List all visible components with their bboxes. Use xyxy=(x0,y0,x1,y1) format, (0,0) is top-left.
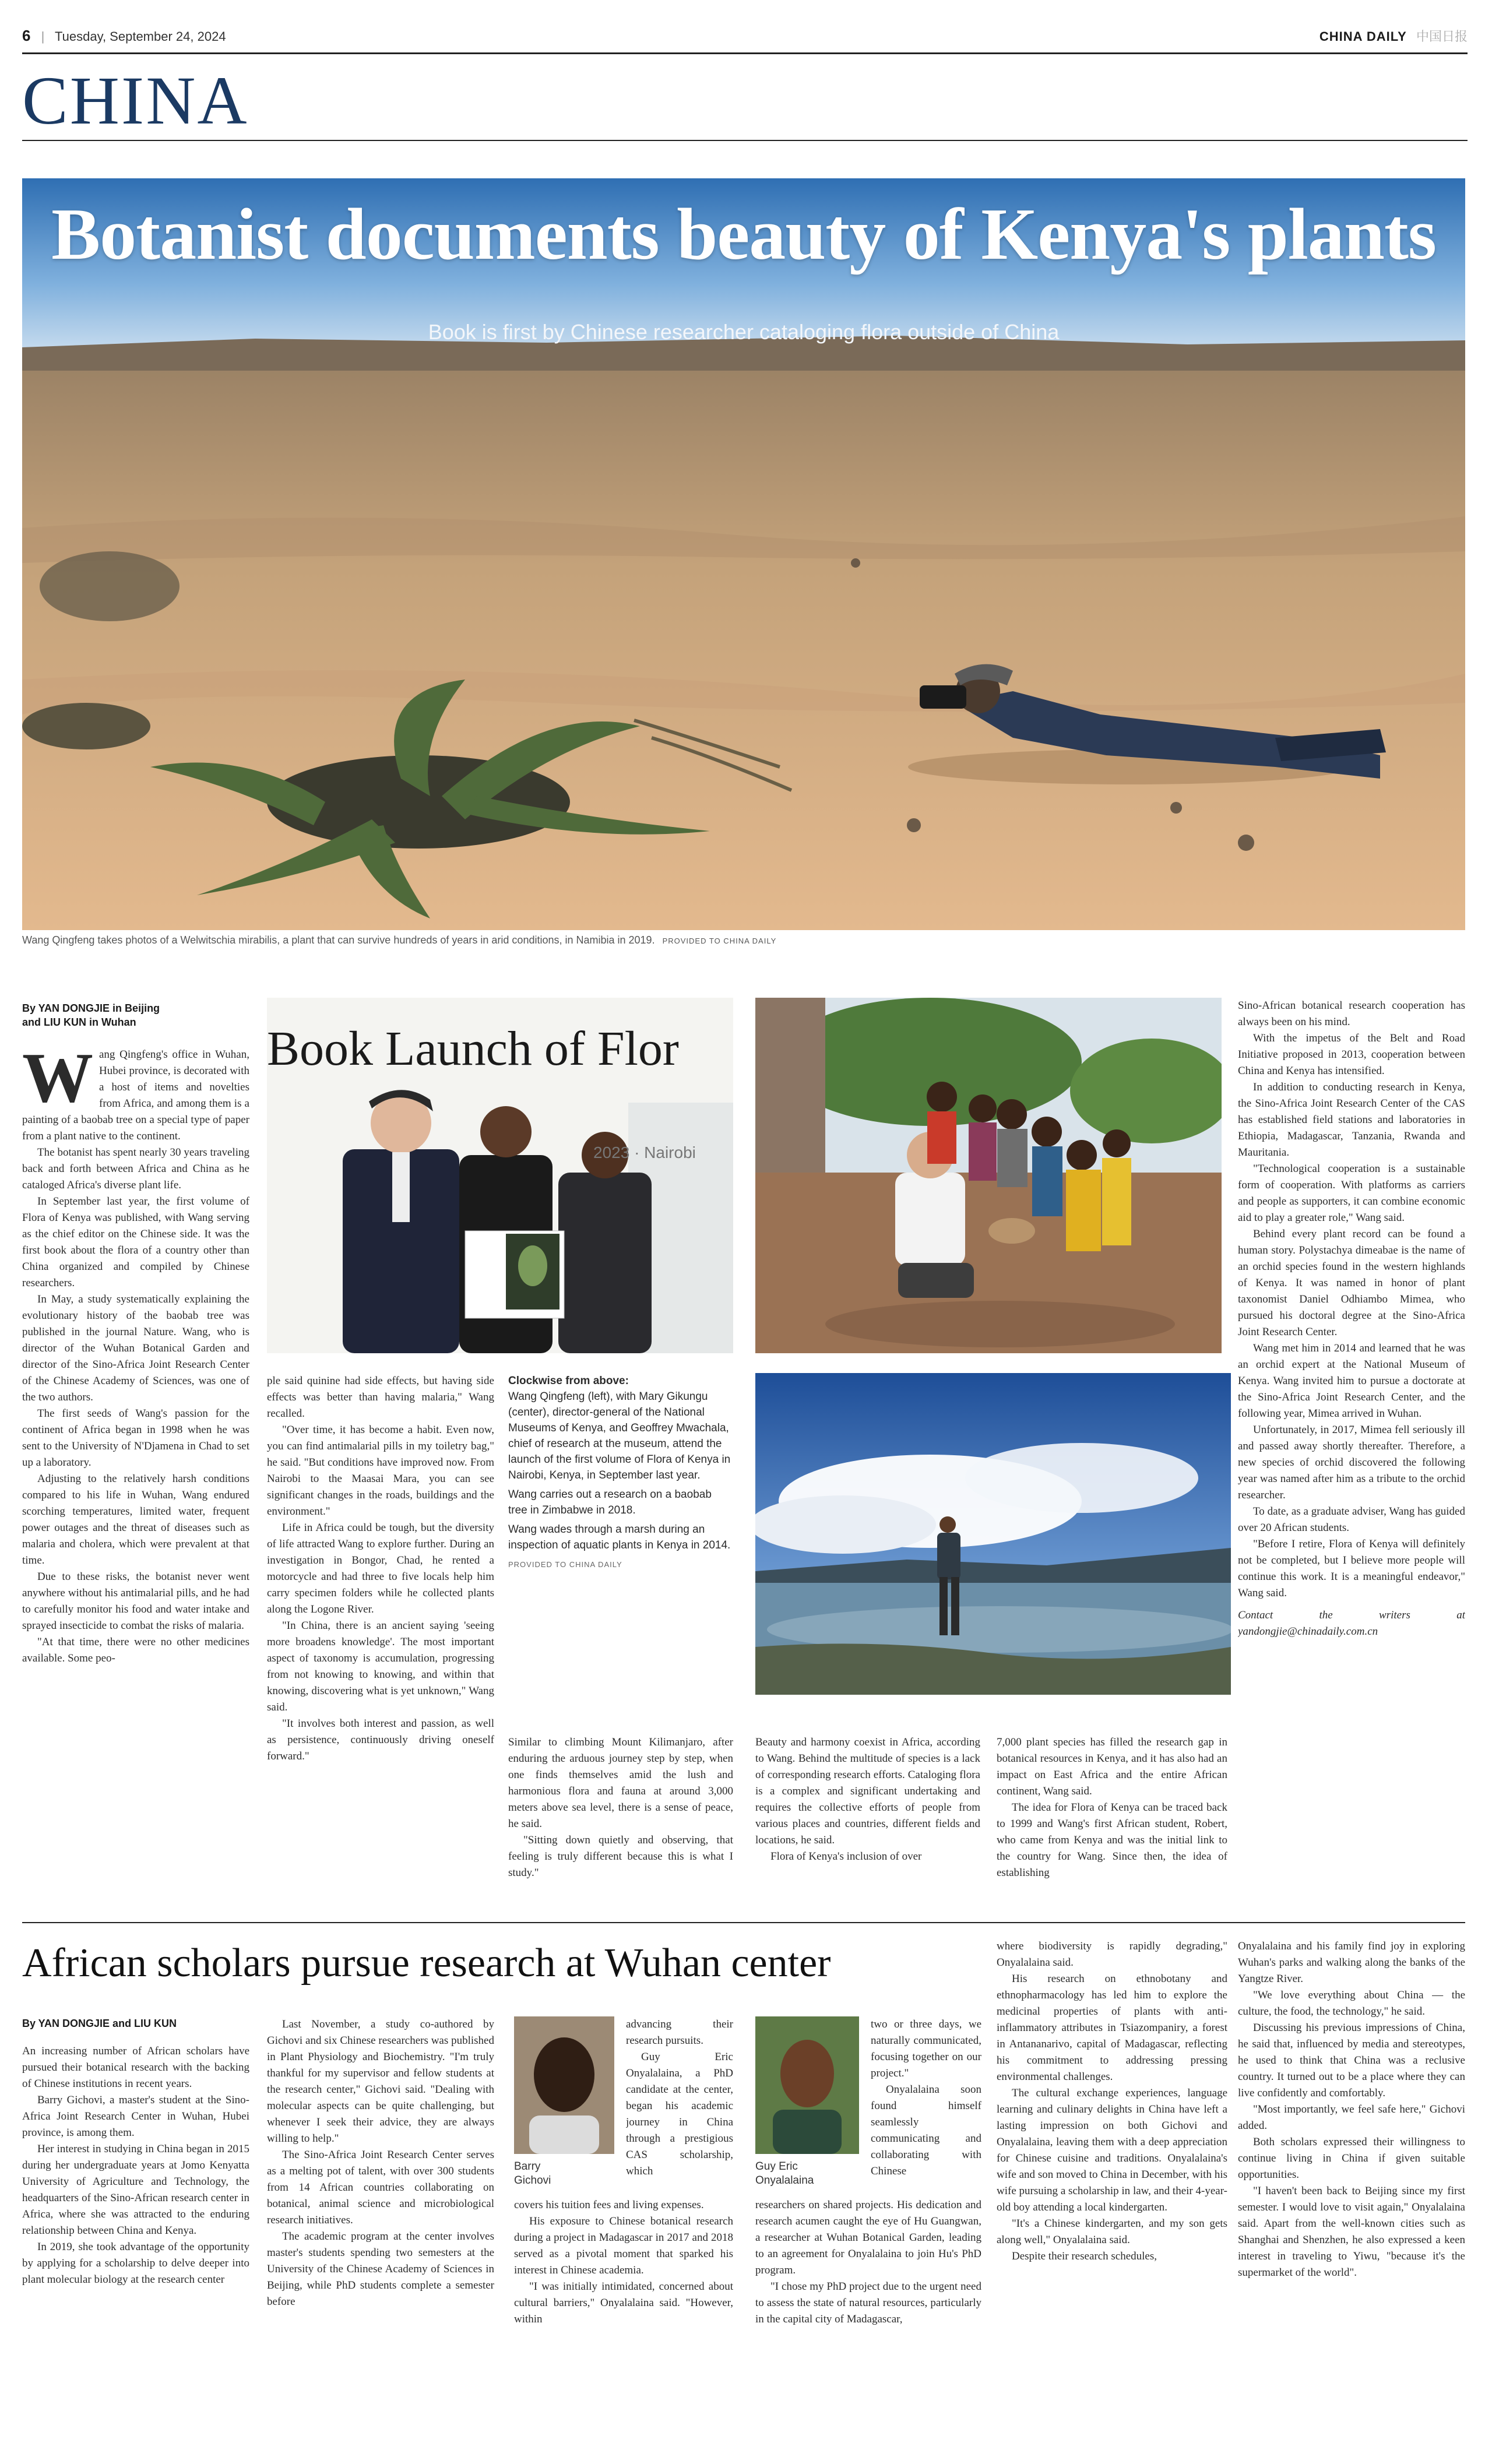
paragraph: ple said quinine had side effects, but having side effects was better than having malaria," Wang recalled. xyxy=(267,1375,494,1420)
hero-caption xyxy=(22,932,1465,949)
collage-caption-1: Wang Qingfeng (left), with Mary Gikungu (center), director-general of the National Museums of Kenya, and Geoffrey Mwachala, chief of research at the museum, attend the launch of the first volume of Flora of Kenya in Nairobi, Kenya, in September last year. xyxy=(508,1391,731,1481)
paragraph: Beauty and harmony coexist in Africa, according to Wang. Behind the multitude of species is a lack of corresponding research efforts. Cataloging flora is a complex and significant undertaking and requires the collective efforts of people from various places and countries, different fields and locations, he said. xyxy=(755,1736,980,1846)
paragraph: His exposure to Chinese botanical research during a project in Madagascar in 2017 and 2018 served as a pivotal moment that sparked his interest in Chinese academia. xyxy=(514,2215,733,2276)
hero-caption-text: Wang Qingfeng takes photos of a Welwitschia mirabilis, a plant that can survive hundreds of years in arid conditions, in Namibia in 2019. xyxy=(22,934,655,946)
story-divider xyxy=(22,1922,1465,1923)
paragraph: advancing their research pursuits. xyxy=(626,2018,733,2047)
portrait-art-2 xyxy=(755,2016,859,2154)
photo2-label-line-2: Onyalalaina xyxy=(755,2174,814,2187)
paragraph: An increasing number of African scholars have pursued their botanical research with the backing of Chinese institutions in recent years. xyxy=(22,2045,249,2090)
paragraph: The idea for Flora of Kenya can be traced back to 1999 and Wang's first African student, Robert, who came from Kenya and was the initial link to the country for Wang. Since then, the idea of establishing xyxy=(997,1801,1227,1879)
hero-photo xyxy=(22,178,1465,930)
paragraph: "It's a Chinese kindergarten, and my son gets along well," Onyalalaina said. xyxy=(997,2217,1227,2246)
paragraph: "I chose my PhD project due to the urgent need to assess the state of natural resources, particularly in the capital city of Madagascar, xyxy=(755,2280,981,2325)
paragraph: "Before I retire, Flora of Kenya will definitely not be completed, but I believe more people will continue this work. It is a meaningful endeavor," Wang said. xyxy=(1238,1538,1465,1599)
story1-byline xyxy=(22,1001,220,1029)
masthead-cn: 中国日报 xyxy=(1416,29,1468,44)
dropcap: W xyxy=(22,1047,93,1117)
story2-column-4b xyxy=(755,2197,981,2445)
story2-column-1 xyxy=(22,2043,249,2445)
story1-column-1 xyxy=(22,1047,249,1901)
paragraph: The academic program at the center involves master's students spending two semesters at the University of the Chinese Academy of Sciences in Beijing, while PhD students complete a semester before xyxy=(267,2230,494,2308)
story2-byline: By YAN DONGJIE and LIU KUN xyxy=(22,2018,177,2029)
masthead: CHINA DAILY xyxy=(1319,29,1407,44)
page-number: 6 xyxy=(22,27,31,44)
story1-column-4 xyxy=(755,1734,980,1903)
section-title: CHINA xyxy=(22,62,249,139)
collage-caption-title: Clockwise from above: xyxy=(508,1375,629,1387)
paragraph: "I haven't been back to Beijing since my first semester. I would love to visit again," Onyalalaina said. Apart from the well-known cities such as Shanghai and Shenzhen, he also expressed a keen interest in traveling to Yiwu, "because it's the supermarket of the world". xyxy=(1238,2185,1465,2279)
paragraph: "Technological cooperation is a sustainable form of cooperation. With platforms as carriers and people as supporters, it can combine economic aid to play a greater role," Wang said. xyxy=(1238,1163,1465,1224)
photo-guy-eric-onyalalaina xyxy=(755,2016,859,2154)
baobab-art xyxy=(755,998,1222,1353)
story1-column-2 xyxy=(267,1373,494,1901)
banner-place: 2023 · Nairobi xyxy=(593,1143,696,1161)
collage-caption-2: Wang carries out a research on a baobab tree in Zimbabwe in 2018. xyxy=(508,1488,712,1516)
marsh-art xyxy=(755,1373,1231,1695)
section-rule xyxy=(22,140,1468,141)
story2-column-3a xyxy=(626,2016,733,2191)
paragraph: Adjusting to the relatively harsh conditions compared to his life in Wuhan, Wang endured scorching temperatures, limited water, frequent power outages and the threat of diseases such as malaria and cholera, which were prevalent at that time. xyxy=(22,1473,249,1567)
paragraph: "In China, there is an ancient saying 'seeing more broadens knowledge'. The most important aspect of taxonomy is accumulation, progressing from not knowing to knowing, and within that knowing, discovering what is yet unknown," Wang said. xyxy=(267,1620,494,1713)
paragraph: In September last year, the first volume of Flora of Kenya was published, with Wang serving as the chief editor on the Chinese side. It was the first book about the flora of a country other than China organized and compiled by Chinese researchers. xyxy=(22,1195,249,1289)
paragraph: Guy Eric Onyalalaina, a PhD candidate at the center, began his academic journey in China through a prestigious CAS scholarship, which xyxy=(626,2051,733,2177)
hero-headline: Botanist documents beauty of Kenya's plants xyxy=(51,194,1436,275)
story1-column-3 xyxy=(508,1734,733,1903)
story1-column-6 xyxy=(1238,998,1465,1901)
paragraph: Despite their research schedules, xyxy=(1012,2250,1157,2262)
paragraph: In addition to conducting research in Kenya, the Sino-Africa Joint Research Center of the CAS has established field stations and laboratories in Ethiopia, Madagascar, Tanzania, Rwanda and Mauritania. xyxy=(1238,1081,1465,1159)
paragraph: "Sitting down quietly and observing, that feeling is truly different because this is what I study." xyxy=(508,1834,733,1879)
paragraph: "Over time, it has become a habit. Even now, you can find antimalarial pills in my toiletry bag," he said. "But conditions have improved now. From Nairobi to the Maasai Mara, you can see significant changes in the roads, buildings and the environment." xyxy=(267,1424,494,1518)
paragraph: Flora of Kenya's inclusion of over xyxy=(770,1850,922,1863)
photo1-label-line-2: Gichovi xyxy=(514,2174,551,2187)
paragraph: Both scholars expressed their willingness to continue living in China if given suitable opportunities. xyxy=(1238,2136,1465,2181)
story1-column-5 xyxy=(997,1734,1227,1903)
story2-column-2 xyxy=(267,2016,494,2445)
paragraph: "It involves both interest and passion, as well as persistence, continuously driving oneself forward." xyxy=(267,1717,494,1762)
collage-caption xyxy=(508,1373,733,1647)
photo1-label-line-1: Barry xyxy=(514,2160,541,2173)
paragraph: Life in Africa could be tough, but the diversity of life attracted Wang to explore further. During an investigation in Bongor, Chad, he rented a motorcycle and had three to five locals help him carry specimen folders while he collected plants along the Logone River. xyxy=(267,1522,494,1615)
story2-column-3b xyxy=(514,2197,733,2445)
story2-column-4a xyxy=(871,2016,981,2191)
paragraph: Due to these risks, the botanist never went anywhere without his antimalarial pills, and he had to carefully monitor his food and water intake and sprayed insecticide to combat the risks of malaria. xyxy=(22,1571,249,1632)
portrait-art-1 xyxy=(514,2016,614,2154)
paragraph: researchers on shared projects. His dedication and research acumen caught the eye of Hu Guangwan, a researcher at Wuhan Botanical Garden, leading to an agreement for Onyalalaina to join Hu's PhD program. xyxy=(755,2199,981,2276)
byline-line-2: and LIU KUN in Wuhan xyxy=(22,1016,136,1028)
masthead-block xyxy=(1319,27,1468,45)
paragraph: The cultural exchange experiences, language learning and culinary delights in China have left a lasting impression on both Gichovi and Onyalalaina, leaving them with a deep appreciation for Chinese cuisine and traditions. Onyalalaina's wife and son moved to China in December, with his wife pursuing a scholarship in law, and their 4-year-old boy attending a local kindergarten. xyxy=(997,2087,1227,2213)
photo-baobab xyxy=(755,998,1222,1353)
paragraph: Unfortunately, in 2017, Mimea fell seriously ill and passed away shortly thereafter. Therefore, a new species of orchid discovered the following year was named after him as a tribute to the orchid researcher. xyxy=(1238,1424,1465,1501)
story2-column-6 xyxy=(1238,1938,1465,2445)
paragraph: "We love everything about China — the culture, the food, the technology," he said. xyxy=(1238,1989,1465,2018)
photo-barry-gichovi xyxy=(514,2016,614,2154)
paragraph: Barry Gichovi, a master's student at the Sino-Africa Joint Research Center in Wuhan, Hubei province, is among them. xyxy=(22,2094,249,2139)
paragraph: ang Qingfeng's office in Wuhan, Hubei province, is decorated with a host of items and novelties from Africa, and among them is a painting of a baobab tree on a special type of paper from a plant native to the continent. xyxy=(22,1048,249,1142)
hero-caption-credit: PROVIDED TO CHINA DAILY xyxy=(662,937,777,945)
header-rule xyxy=(22,52,1468,54)
photo2-label xyxy=(755,2160,859,2188)
paragraph: His research on ethnobotany and ethnopharmacology has led him to explore the medicinal properties of plants with anti-inflammatory attributes in Tsiazompaniry, a forest in Antananarivo, capital of Madagascar, reflecting his commitment to addressing pressing environmental challenges. xyxy=(997,1973,1227,2083)
paragraph: Sino-African botanical research cooperation has always been on his mind. xyxy=(1238,999,1465,1028)
collage-caption-3: Wang wades through a marsh during an inspection of aquatic plants in Kenya in 2014. xyxy=(508,1523,731,1551)
photo-marsh xyxy=(755,1373,1231,1695)
story2-column-5 xyxy=(997,1938,1227,2445)
paragraph: Behind every plant record can be found a human story. Polystachya dimeabae is the name of an orchid species found in the western highlands of Kenya. It was named in honor of plant taxonomist Daniel Odhiambo Mimea, who pursued his doctoral degree at the Sino-Africa Joint Research Center. xyxy=(1238,1228,1465,1338)
paragraph: two or three days, we naturally communicated, focusing together on our project." xyxy=(871,2018,981,2079)
paragraph: "Most importantly, we feel safe here," Gichovi added. xyxy=(1238,2103,1465,2132)
paragraph: Onyalalaina and his family find joy in exploring Wuhan's parks and walking along the banks of the Yangtze River. xyxy=(1238,1940,1465,1985)
photo2-label-line-1: Guy Eric xyxy=(755,2160,798,2173)
hero-photo-art xyxy=(22,178,1465,930)
paragraph: Her interest in studying in China began in 2015 during her undergraduate years at Jomo Kenyatta University of Agriculture and Technology, the headquarters of the Sino-African research center in Africa, where she was attracted to the enduring relationship between China and Kenya. xyxy=(22,2143,249,2237)
paragraph: With the impetus of the Belt and Road Initiative proposed in 2013, cooperation between China and Kenya has intensified. xyxy=(1238,1032,1465,1077)
banner-text: Book Launch of Flor xyxy=(267,1022,679,1076)
paragraph: The first seeds of Wang's passion for the continent of Africa began in 1998 when he was sent to the University of N'Djamena in Chad to set up a laboratory. xyxy=(22,1407,249,1469)
hero-subhead: Book is first by Chinese researcher cataloging flora outside of China xyxy=(428,320,1060,344)
paragraph: "I was initially intimidated, concerned about cultural barriers," Onyalalaina said. "However, within xyxy=(514,2280,733,2325)
byline-line-1: By YAN DONGJIE in Beijing xyxy=(22,1002,160,1014)
header-separator: | xyxy=(41,29,45,44)
collage-caption-credit: PROVIDED TO CHINA DAILY xyxy=(508,1560,622,1569)
paragraph: Onyalalaina soon found himself seamlessly communicating and collaborating with Chinese xyxy=(871,2083,981,2177)
paragraph: In 2019, she took advantage of the opportunity by applying for a scholarship to delve deeper into plant molecular biology at the research center xyxy=(22,2241,249,2286)
paragraph: 7,000 plant species has filled the research gap in botanical resources in Kenya, and it has also had an impact on East Africa and the entire African continent, Wang said. xyxy=(997,1736,1227,1797)
page-date: Tuesday, September 24, 2024 xyxy=(55,29,226,44)
page-header xyxy=(22,27,1468,50)
paragraph: In May, a study systematically explaining the evolutionary history of the baobab tree was published in the journal Nature. Wang, who is director of the Wuhan Botanical Garden and director of the Sino-Africa Joint Research Center of the Chinese Academy of Sciences, was one of the two authors. xyxy=(22,1293,249,1403)
paragraph: Discussing his previous impressions of China, he said that, influenced by media and stereotypes, he used to think that China was a reclusive country. It turned out to be a place where they can live confidently and comfortably. xyxy=(1238,2022,1465,2099)
paragraph: Wang met him in 2014 and learned that he was an orchid expert at the National Museum of Kenya. Wang invited him to pursue a doctorate at the Sino-Africa Joint Research Center, and the following year, Mimea arrived in Wuhan. xyxy=(1238,1342,1465,1420)
paragraph: Last November, a study co-authored by Gichovi and six Chinese researchers was published in Plant Physiology and Biochemistry. "I'm truly thankful for my supervisor and fellow students at the research center," Gichovi said. "Dealing with molecular aspects can be quite challenging, but whenever I seek their advice, they are always willing to help." xyxy=(267,2018,494,2145)
paragraph: where biodiversity is rapidly degrading," Onyalalaina said. xyxy=(997,1940,1227,1969)
contact-line: Contact the writers at yandongjie@chinadaily.com.cn xyxy=(1238,1609,1465,1638)
paragraph: The Sino-Africa Joint Research Center serves as a melting pot of talent, with over 300 students from 14 African countries collaborating on botanical, animal science and microbiological research initiatives. xyxy=(267,2149,494,2226)
paragraph: "At that time, there were no other medicines available. Some peo- xyxy=(22,1636,249,1664)
photo-book-launch xyxy=(267,998,733,1353)
paragraph: To date, as a graduate adviser, Wang has guided over 20 African students. xyxy=(1238,1505,1465,1534)
paragraph: covers his tuition fees and living expenses. xyxy=(514,2199,704,2211)
paragraph: The botanist has spent nearly 30 years traveling back and forth between Africa and China as he cataloged Africa's diverse plant life. xyxy=(22,1146,249,1191)
story2-headline: African scholars pursue research at Wuhan center xyxy=(22,1941,831,1986)
photo1-label xyxy=(514,2160,614,2188)
paragraph: Similar to climbing Mount Kilimanjaro, after enduring the arduous journey step by step, when one finds themselves amid the lush and harmonious flora and fauna at around 3,000 meters above sea level, there is a sense of peace, he said. xyxy=(508,1736,733,1830)
